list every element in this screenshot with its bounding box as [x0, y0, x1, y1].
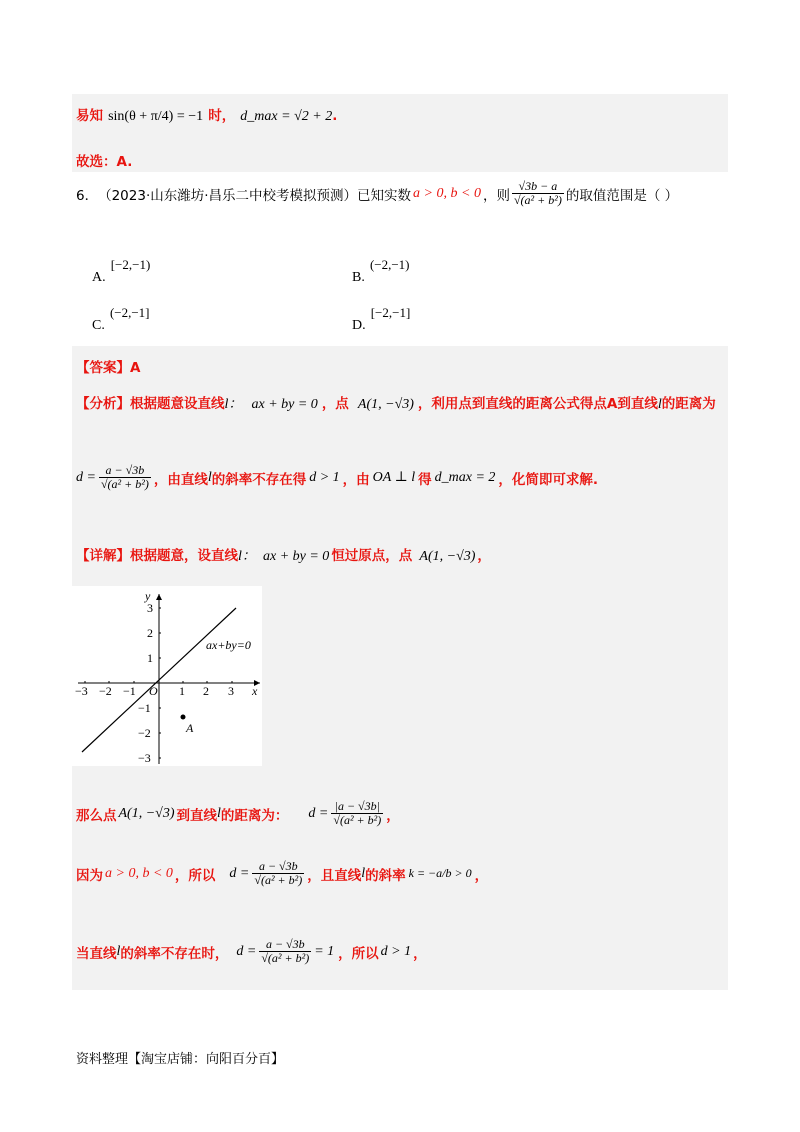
sin-equation: sin(θ + π/4) = −1 — [108, 109, 204, 124]
analysis-point: A(1, −√3) — [357, 397, 414, 412]
question-fraction-num: √3b − a — [518, 179, 558, 193]
analysis-line-2: d = $\frac{a - √3b}{\text{√(a² + b²)}}$ ，由直线 l 的斜率不存在得 d > 1 ，由 OA ⊥ l 得 d_max = 2 ，化简即可求解. — [76, 463, 599, 492]
analysis-tag: 【分析】 — [76, 396, 130, 412]
option-d — [352, 302, 411, 333]
question-6 — [76, 180, 678, 207]
question-fraction — [512, 180, 564, 207]
option-b — [352, 254, 410, 285]
x-tick-label: −1 — [123, 684, 136, 698]
footer-text: 资料整理【淘宝店铺：向阳百分百】 — [76, 1052, 285, 1067]
point-a — [181, 715, 186, 720]
x-tick-label: 1 — [179, 684, 185, 698]
y-tick-label: 1 — [147, 651, 153, 665]
option-d-label: D. — [352, 318, 366, 333]
x-tick-label: 2 — [203, 684, 209, 698]
question-tail: 的取值范围是（ ） — [565, 187, 679, 204]
graph-svg — [72, 586, 262, 766]
detail-line-1: 那么点 A(1, −√3) 到直线 l 的距离为： d = $\frac{|a - √3b|}{\text{√(a² + b²)}}$ ， — [76, 799, 400, 828]
y-tick-label: 2 — [147, 626, 153, 640]
option-a-value: [−2,−1) — [110, 257, 151, 272]
x-tick-label: 3 — [228, 684, 234, 698]
y-axis-label: y — [145, 589, 151, 603]
answer-value: A — [130, 360, 141, 376]
answer-line — [76, 356, 140, 376]
analysis-line-eq: ax + by = 0 — [251, 397, 318, 412]
option-b-label: B. — [352, 270, 365, 285]
analysis-line-1: 【分析】根据题意设直线l： ax + by = 0 ，点 A(1, −√3) ，利用点到直线的距离公式得点A到直线l的距离为 — [76, 396, 716, 412]
option-d-value: [−2,−1] — [370, 305, 411, 320]
detail-line-3: 当直线 l 的斜率不存在时， d = $\frac{a - √3b}{\text{√(a² + b²)}}$ = 1 ，所以 d > 1 ， — [76, 937, 427, 966]
dmax-result: d_max = √2 + 2 — [240, 109, 333, 124]
x-axis-label: x — [252, 684, 258, 698]
text-yizhi: 易知 — [76, 108, 103, 124]
distance-fraction: $\frac{|a - √3b|}{\text{√(a² + b²)}}$ — [333, 799, 382, 828]
y-tick-label: 3 — [147, 601, 153, 615]
detail-line: 【详解】根据题意，设直线l： ax + by = 0 恒过原点，点 A(1, −√3) ， — [76, 548, 491, 564]
top-line-1: 易知 sin(θ + π/4) = −1 时， d_max = √2 + 2. — [76, 108, 338, 124]
x-tick-label: −3 — [75, 684, 88, 698]
question-condition: a > 0, b < 0 — [413, 185, 481, 201]
question-middle: ，则 — [482, 187, 510, 204]
option-c-label: C. — [92, 318, 105, 333]
line-l: l： — [224, 397, 243, 412]
x-tick-label: −2 — [99, 684, 112, 698]
analysis-fraction: $\frac{a - √3b}{\text{√(a² + b²)}}$ — [100, 463, 149, 492]
y-tick-label: −2 — [138, 726, 151, 740]
answer-tag: 【答案】 — [76, 360, 130, 376]
choose-answer: 故选：A. — [76, 154, 133, 170]
detail-line-2: 因为 a > 0, b < 0 ，所以 d = $\frac{a - √3b}{\text{√(a² + b²)}}$ ，且直线 l 的斜率 k = −a/b > 0 ， — [76, 859, 489, 888]
option-a — [92, 254, 151, 285]
y-tick-label: −3 — [138, 751, 151, 765]
question-number: 6． — [76, 187, 99, 204]
question-fraction-den: √(a² + b²) — [513, 193, 562, 208]
option-b-value: (−2,−1) — [369, 257, 410, 272]
y-tick-labels — [138, 589, 153, 765]
y-tick-label: −1 — [138, 701, 151, 715]
option-c — [92, 302, 150, 333]
point-a-label: A — [186, 721, 194, 735]
option-c-value: (−2,−1] — [109, 305, 150, 320]
question-source: （2023·山东潍坊·昌乐二中校考模拟预测）已知实数 — [98, 187, 412, 204]
text-shi: 时， — [208, 108, 236, 124]
detail-tag: 【详解】 — [76, 548, 130, 564]
x-tick-labels — [75, 684, 258, 698]
coordinate-graph — [72, 586, 262, 766]
line-label: ax+by=0 — [206, 638, 251, 652]
y-axis-arrow — [156, 594, 162, 600]
origin-label: O — [149, 684, 158, 698]
option-a-label: A. — [92, 270, 106, 285]
